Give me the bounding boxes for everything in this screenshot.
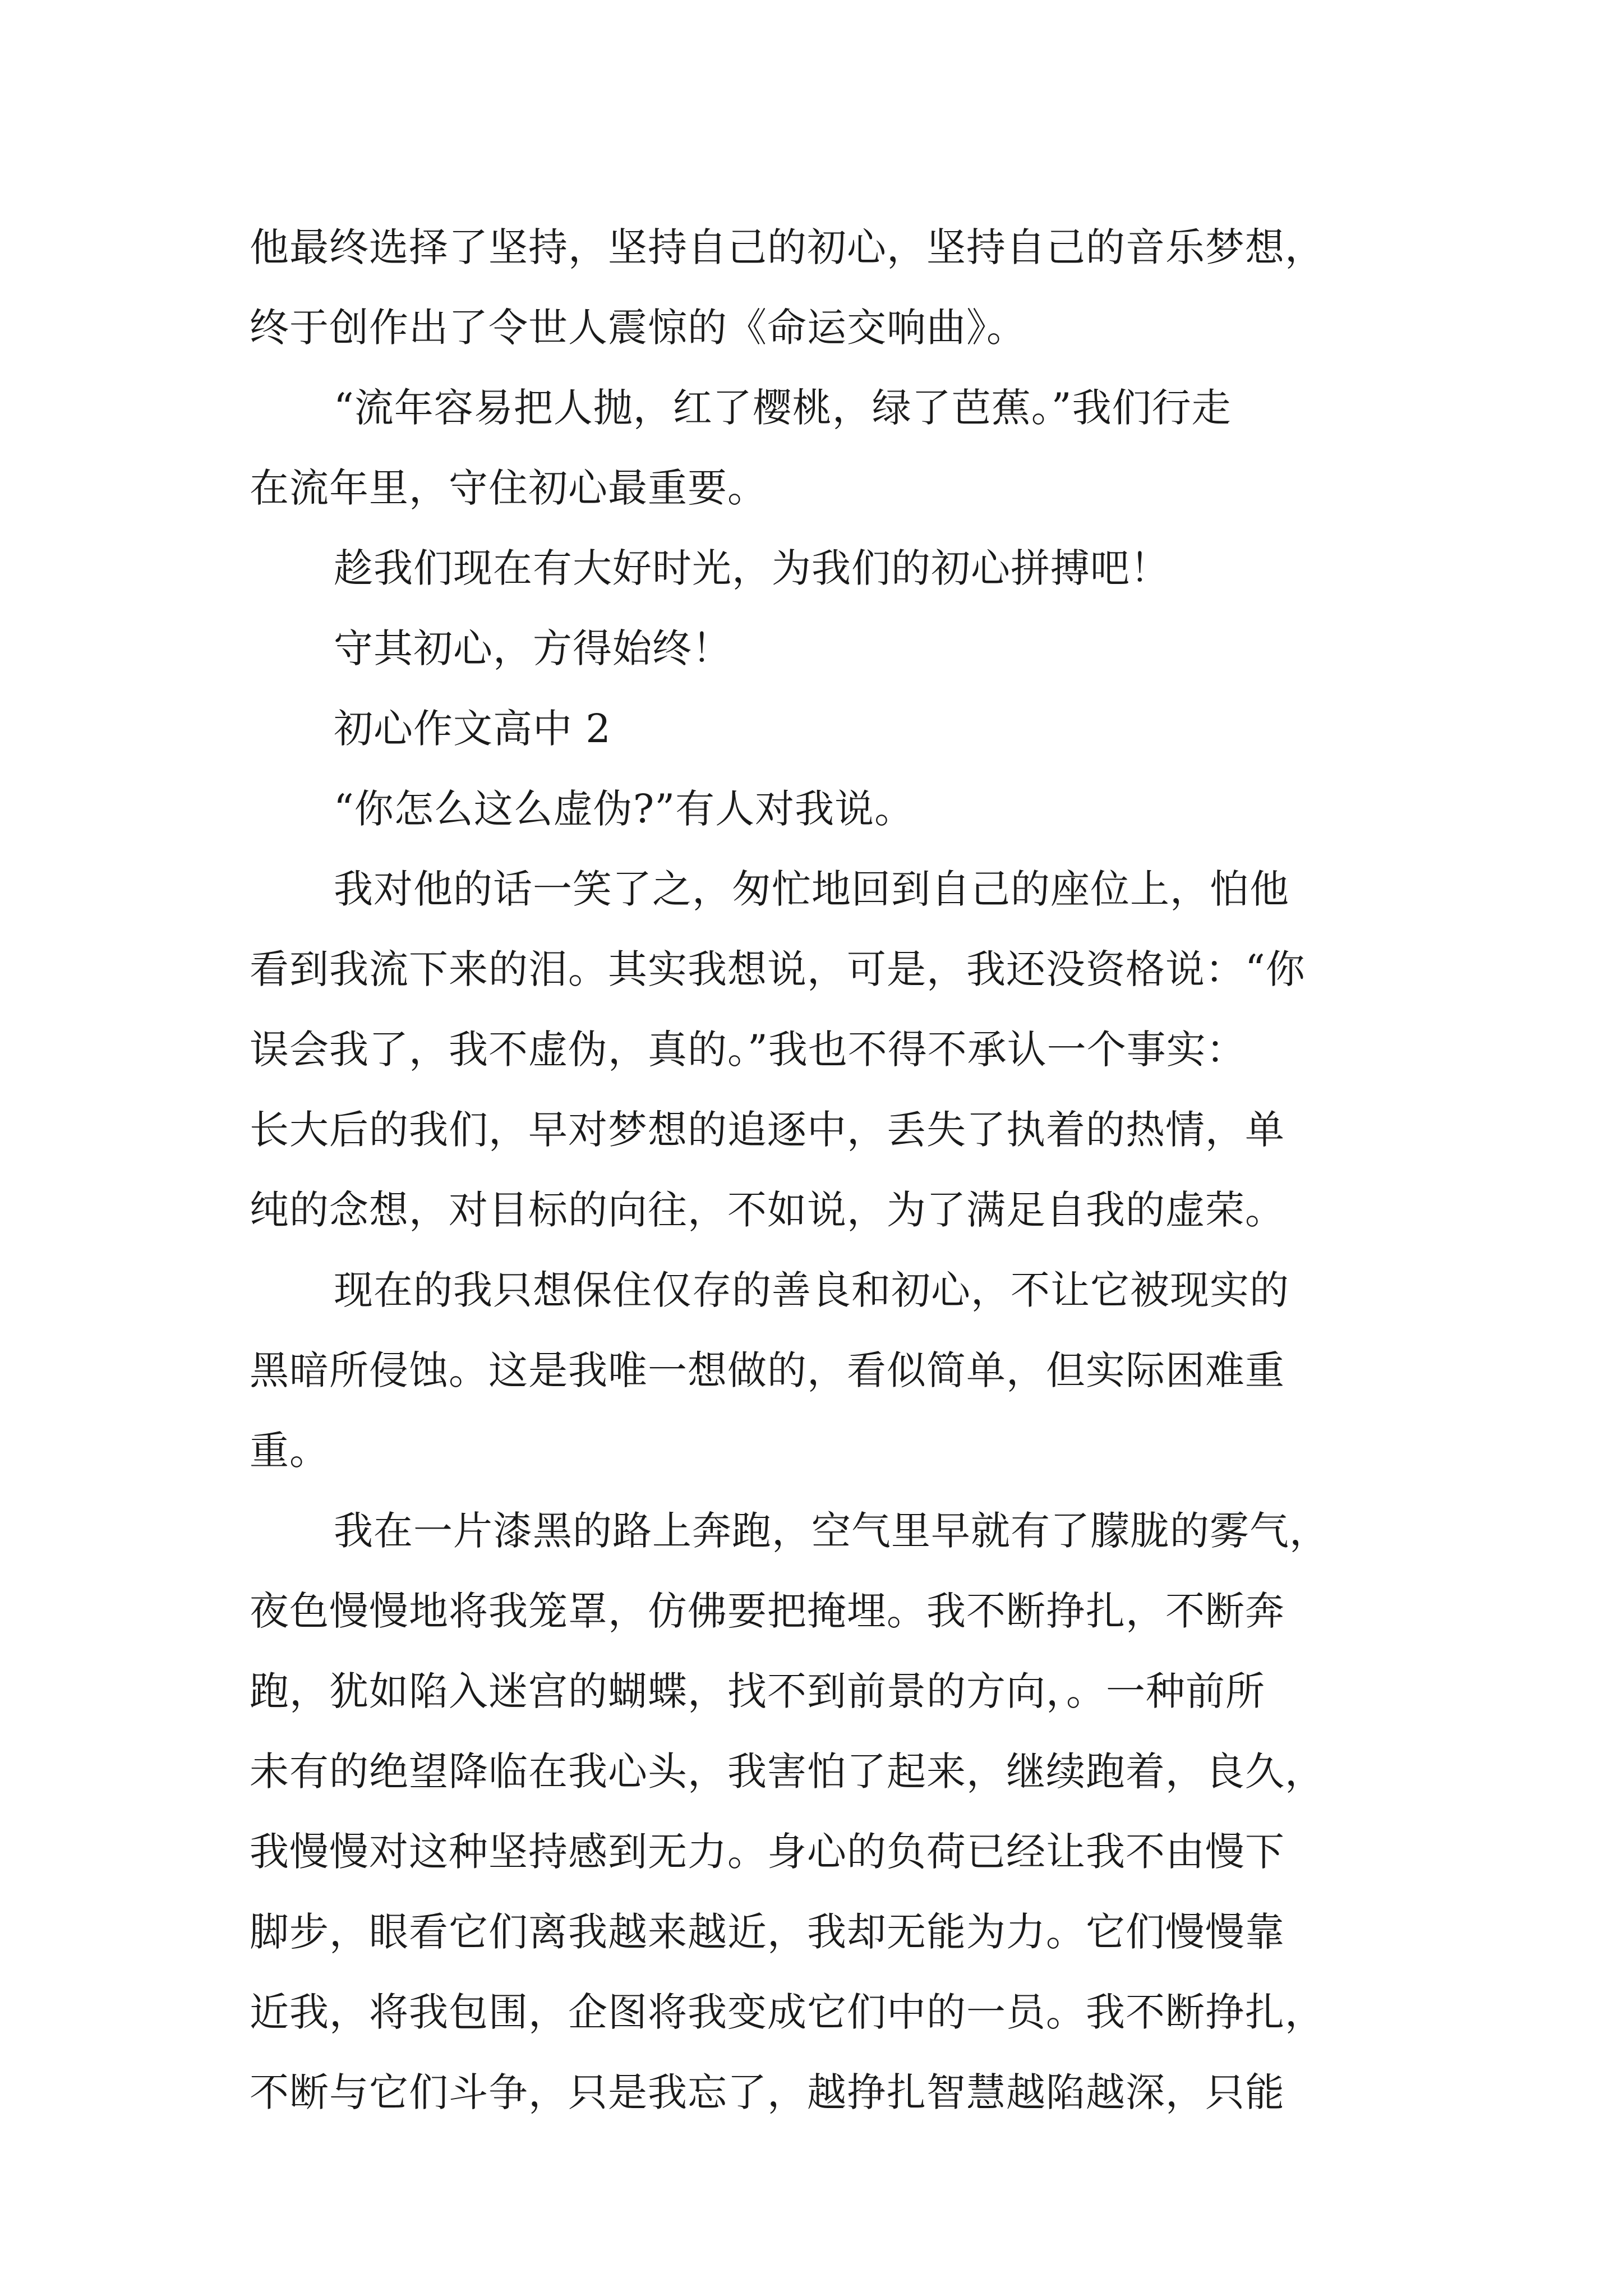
- text-line: 误会我了，我不虚伪，真的。”我也不得不承认一个事实：: [250, 1027, 1246, 1073]
- text-line: 近我，将我包围，企图将我变成它们中的一员。我不断挣扎，: [250, 1989, 1325, 2035]
- text-line: 守其初心，方得始终！: [334, 625, 732, 671]
- text-line: “你怎么这么虚伪?”有人对我说。: [334, 786, 915, 832]
- section-heading: 初心作文高中 2: [334, 706, 611, 752]
- text-line: 不断与它们斗争，只是我忘了，越挣扎智慧越陷越深，只能: [250, 2069, 1285, 2115]
- paragraph: [250, 1250, 1394, 1491]
- paragraph: [250, 528, 1394, 609]
- text-line: “流年容易把人抛，红了樱桃，绿了芭蕉。”我们行走: [334, 385, 1232, 431]
- text-line: 终于创作出了令世人震惊的《命运交响曲》。: [250, 305, 1026, 351]
- paragraph: [250, 1491, 1394, 2133]
- text-line: 趁我们现在有大好时光，为我们的初心拼搏吧！: [334, 545, 1170, 591]
- text-line: 脚步，眼看它们离我越来越近，我却无能为力。它们慢慢靠: [250, 1909, 1285, 1955]
- text-line: 在流年里，守住初心最重要。: [250, 465, 767, 511]
- paragraph: [250, 769, 1394, 849]
- paragraph: [250, 609, 1394, 689]
- paragraph-continuation: [250, 208, 1394, 368]
- text-line: 跑，犹如陷入迷宫的蝴蝶，找不到前景的方向，。一种前所: [250, 1668, 1265, 1714]
- text-line: 他最终选择了坚持，坚持自己的初心，坚持自己的音乐梦想，: [250, 224, 1325, 270]
- document-body: [250, 208, 1394, 2133]
- text-line: 长大后的我们，早对梦想的追逐中，丢失了执着的热情，单: [250, 1107, 1285, 1153]
- text-line: 我慢慢对这种坚持感到无力。身心的负荷已经让我不由慢下: [250, 1829, 1285, 1875]
- text-line: 黑暗所侵蚀。这是我唯一想做的，看似简单，但实际困难重: [250, 1347, 1285, 1393]
- text-line: 未有的绝望降临在我心头，我害怕了起来，继续跑着，良久，: [250, 1749, 1325, 1795]
- text-line: 我在一片漆黑的路上奔跑，空气里早就有了朦胧的雾气，: [334, 1508, 1329, 1554]
- paragraph: [250, 368, 1394, 528]
- text-line: 夜色慢慢地将我笼罩，仿佛要把掩埋。我不断挣扎，不断奔: [250, 1588, 1285, 1634]
- text-line: 重。: [250, 1428, 329, 1474]
- text-line: 现在的我只想保住仅存的善良和初心，不让它被现实的: [334, 1267, 1289, 1313]
- paragraph: [250, 849, 1394, 1250]
- text-line: 纯的念想，对目标的向往，不如说，为了满足自我的虚荣。: [250, 1187, 1285, 1233]
- text-line: 看到我流下来的泪。其实我想说，可是，我还没资格说：“你: [250, 946, 1306, 992]
- text-line: 我对他的话一笑了之，匆忙地回到自己的座位上，怕他: [334, 866, 1289, 912]
